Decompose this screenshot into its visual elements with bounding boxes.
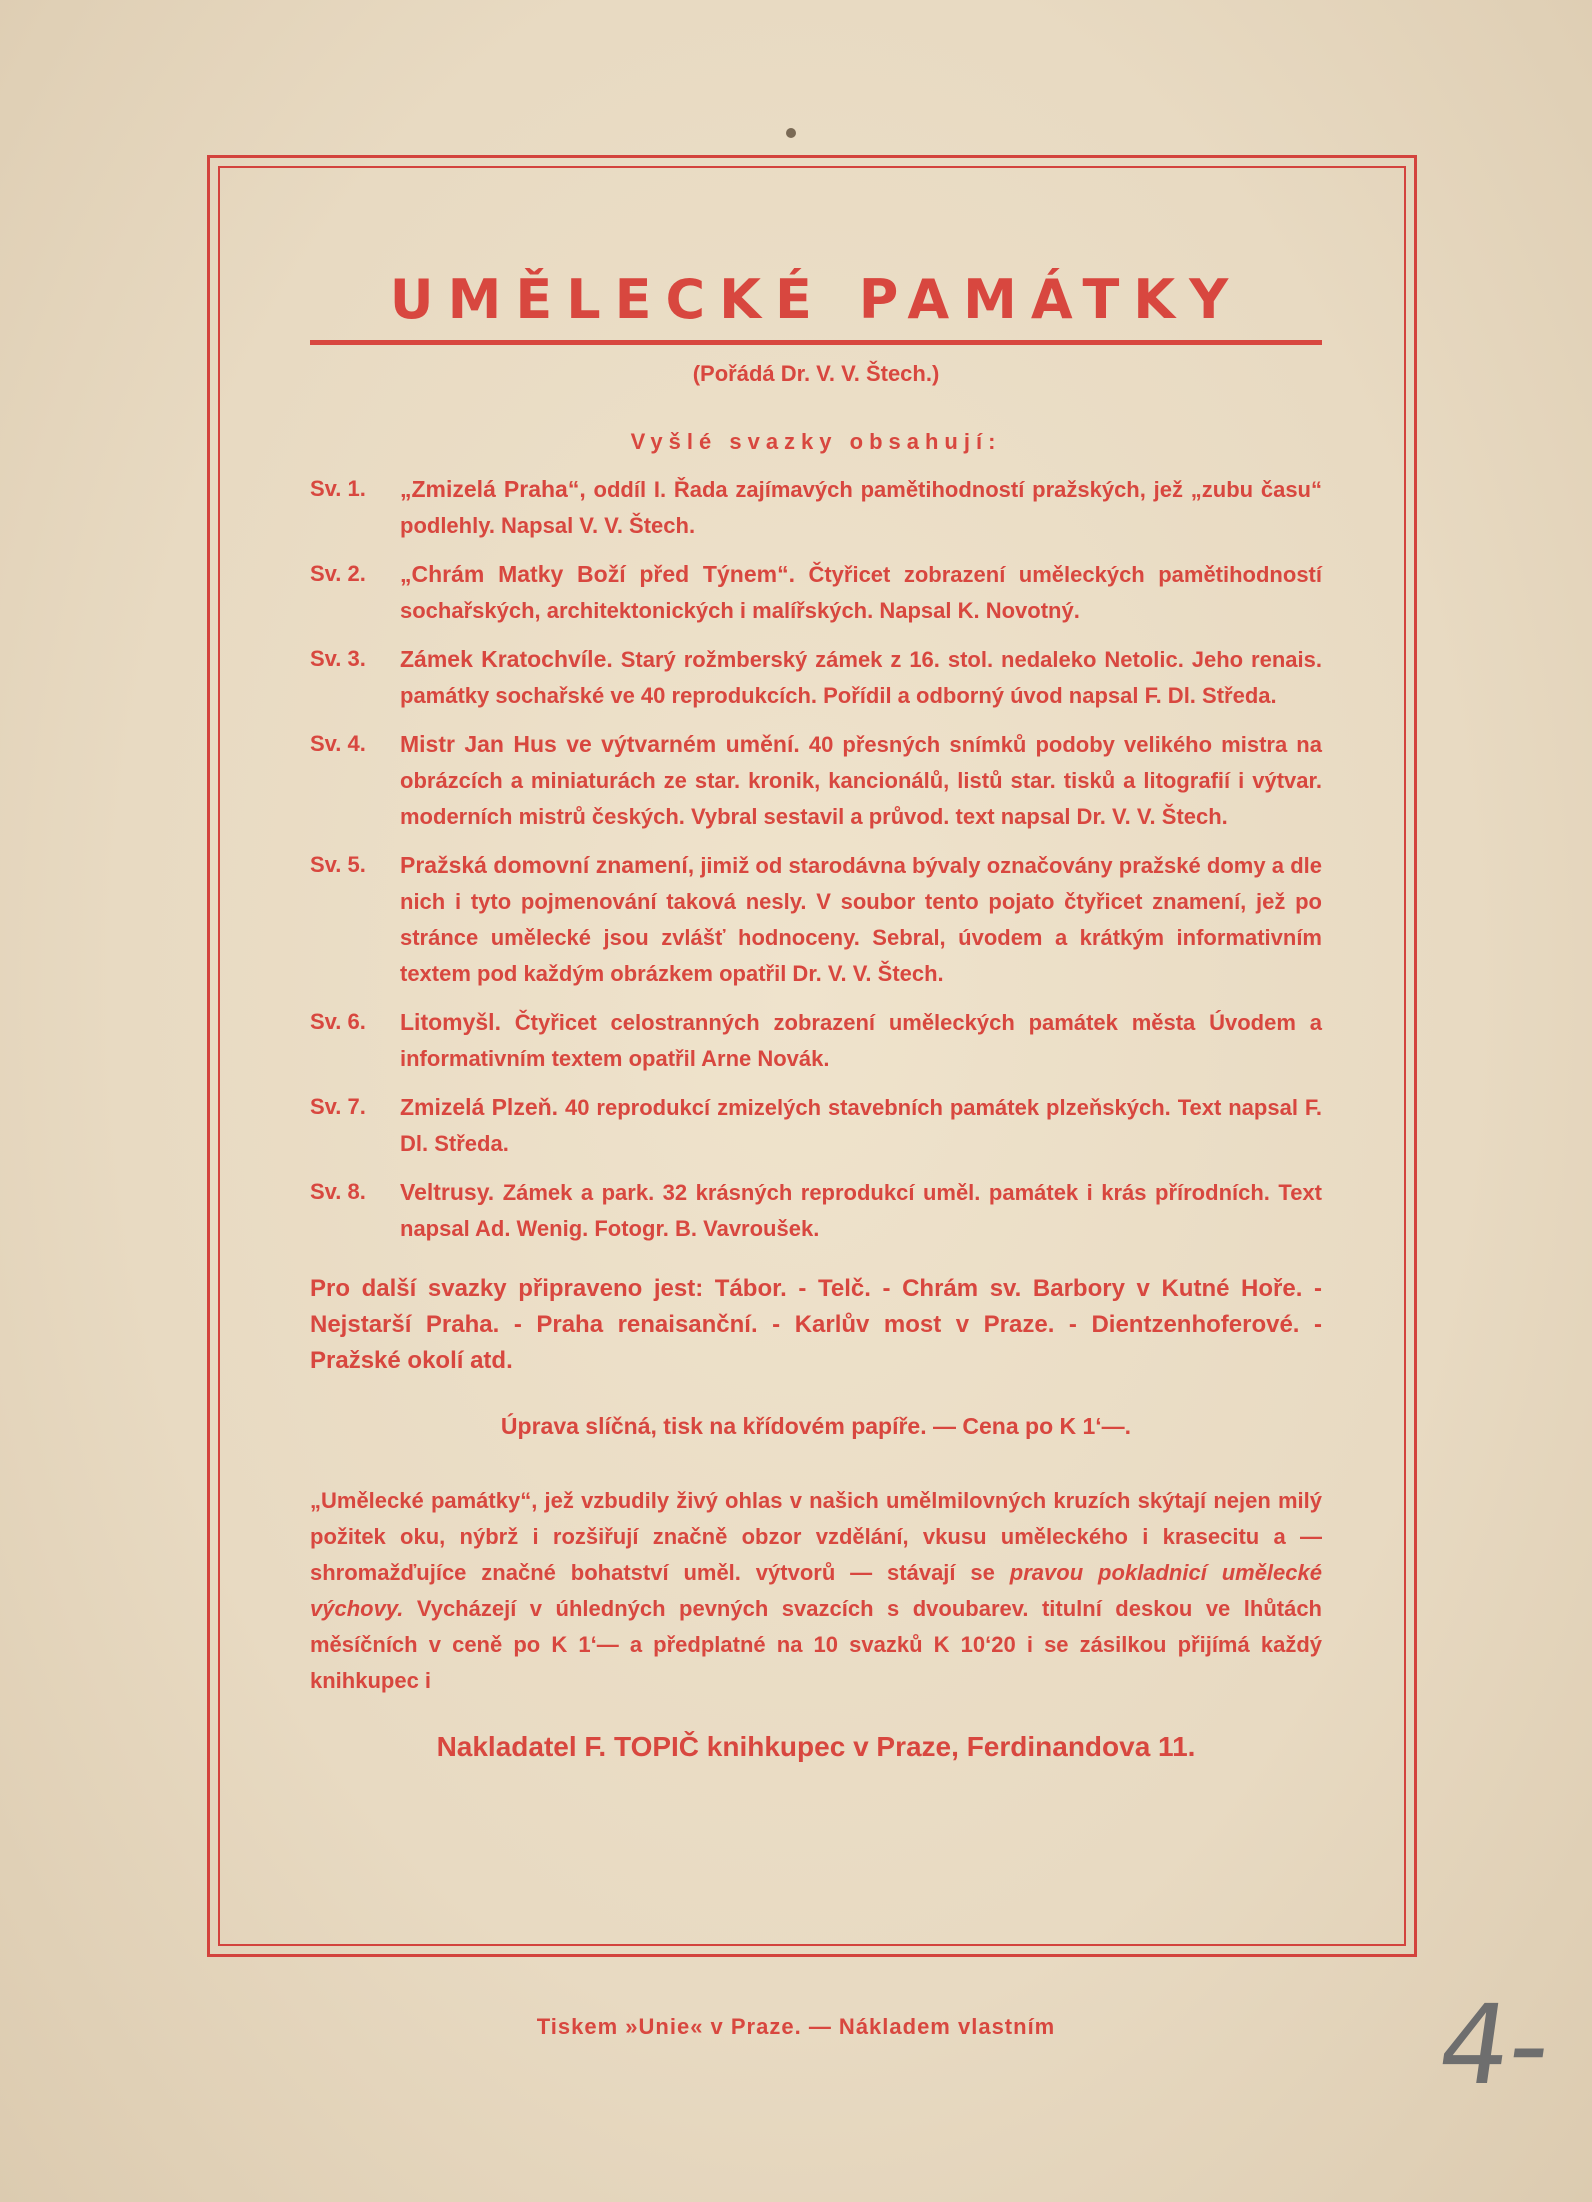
volume-description	[400, 847, 1322, 992]
advertisement-content	[310, 268, 1322, 1767]
volume-text: oddíl I. Řada zajímavých pamětihodností pražských, jež „zubu času“ podlehly. Napsal V. V. Štech.	[400, 477, 1322, 538]
volume-number: Sv. 6.	[310, 1009, 366, 1034]
volume-description	[400, 1004, 1322, 1077]
contents-heading: Vyšlé svazky obsahují:	[630, 429, 1002, 454]
volume-item	[310, 641, 1322, 714]
volume-title: Veltrusy.	[400, 1179, 495, 1205]
volume-title: Zámek Kratochvíle.	[400, 646, 613, 672]
volume-description	[400, 471, 1322, 544]
volume-title: „Zmizelá Praha“,	[400, 476, 586, 502]
volume-item	[310, 1004, 1322, 1077]
volume-item	[310, 556, 1322, 629]
volume-number: Sv. 8.	[310, 1179, 366, 1204]
printer-imprint: Tiskem »Unie« v Praze. — Nákladem vlastním	[536, 2014, 1056, 2039]
volume-number: Sv. 1.	[310, 476, 366, 501]
upcoming-volumes: Pro další svazky připraveno jest: Tábor. - Telč. - Chrám sv. Barbory v Kutné Hoře. - Nejstarší Praha. - Praha renaisanční. - Karlův most v Praze. - Dientzenhoferové. - Pražské okolí atd.	[310, 1275, 1322, 1374]
title-underline	[310, 340, 1322, 345]
volume-list	[310, 471, 1322, 1247]
volume-number: Sv. 2.	[310, 561, 366, 586]
volume-text: Starý rožmberský zámek z 16. stol. nedaleko Netolic. Jeho renais. památky sochařské ve 40 reprodukcích. Pořídil a odborný úvod napsal F. Dl. Středa.	[400, 647, 1322, 708]
description-part2: Vycházejí v úhledných pevných svazcích s dvoubarev. titulní deskou ve lhůtách měsíčních v ceně po K 1‘— a předplatné na 10 svazků K 10‘20 i se zásilkou přijímá každý knihkupec i	[310, 1596, 1322, 1693]
volume-item	[310, 471, 1322, 544]
volume-number: Sv. 7.	[310, 1094, 366, 1119]
paper-speck	[786, 128, 796, 138]
volume-number: Sv. 3.	[310, 646, 366, 671]
volume-item	[310, 726, 1322, 835]
publisher-line: Nakladatel F. TOPIČ knihkupec v Praze, Ferdinandova 11.	[436, 1731, 1196, 1762]
series-editor: (Pořádá Dr. V. V. Štech.)	[692, 361, 940, 386]
volume-description	[400, 641, 1322, 714]
volume-number: Sv. 5.	[310, 852, 366, 877]
volume-title: Litomyšl.	[400, 1009, 501, 1035]
volume-title: Pražská domovní znamení,	[400, 852, 695, 878]
volume-description	[400, 726, 1322, 835]
volume-item	[310, 847, 1322, 992]
red-border-frame	[207, 155, 1417, 1957]
volume-title: Zmizelá Plzeň.	[400, 1094, 559, 1120]
volume-description	[400, 556, 1322, 629]
series-description	[310, 1483, 1322, 1699]
volume-text: jimiž od starodávna bývaly označovány pražské domy a dle nich i tyto pojmenování taková nesly. V soubor tento pojato čtyřicet znamení, jež po stránce umělecké jsou zvlášť hodnoceny. Sebral, úvodem a krátkým informativním textem pod každým obrázkem opatřil Dr. V. V. Štech.	[400, 853, 1322, 986]
price-line: Úprava slíčná, tisk na křídovém papíře. — Cena po K 1‘—.	[500, 1413, 1132, 1439]
volume-number: Sv. 4.	[310, 731, 366, 756]
volume-title: Mistr Jan Hus ve výtvarném umění.	[400, 731, 800, 757]
volume-text: 40 přesných snímků podoby velikého mistra na obrázcích a miniaturách ze star. kronik, kancionálů, listů star. tisků a litografií i výtvar. moderních mistrů českých. Vybral sestavil a průvod. text napsal Dr. V. V. Štech.	[400, 732, 1322, 829]
handwritten-pencil-note: 4-	[1431, 1981, 1559, 2109]
volume-description	[400, 1089, 1322, 1162]
volume-item	[310, 1089, 1322, 1162]
volume-item	[310, 1174, 1322, 1247]
volume-text: Čtyřicet celostranných zobrazení uměleckých památek města Úvodem a informativním textem opatřil Arne Novák.	[400, 1010, 1322, 1071]
description-part1: „Umělecké památky“, jež vzbudily živý ohlas v našich umělmilovných kruzích skýtají nejen milý požitek oku, nýbrž i rozšiřují značně obzor vzdělání, vkusu uměleckého i krasecitu a — shromažďujíce značné bohatství uměl. výtvorů — stávají se	[310, 1488, 1322, 1585]
description-emphasis: pravou pokladnicí umělecké výchovy.	[310, 1560, 1322, 1621]
series-title: UMĚLECKÉ PAMÁTKY	[389, 268, 1243, 331]
volume-text: Zámek a park. 32 krásných reprodukcí uměl. památek i krás přírodních. Text napsal Ad. Wenig. Fotogr. B. Vavroušek.	[400, 1180, 1322, 1241]
volume-title: „Chrám Matky Boží před Týnem“.	[400, 561, 795, 587]
volume-description	[400, 1174, 1322, 1247]
volume-text: Čtyřicet zobrazení uměleckých pamětihodností sochařských, architektonických i malířských. Napsal K. Novotný.	[400, 562, 1322, 623]
volume-text: 40 reprodukcí zmizelých stavebních památek plzeňských. Text napsal F. Dl. Středa.	[400, 1095, 1322, 1156]
